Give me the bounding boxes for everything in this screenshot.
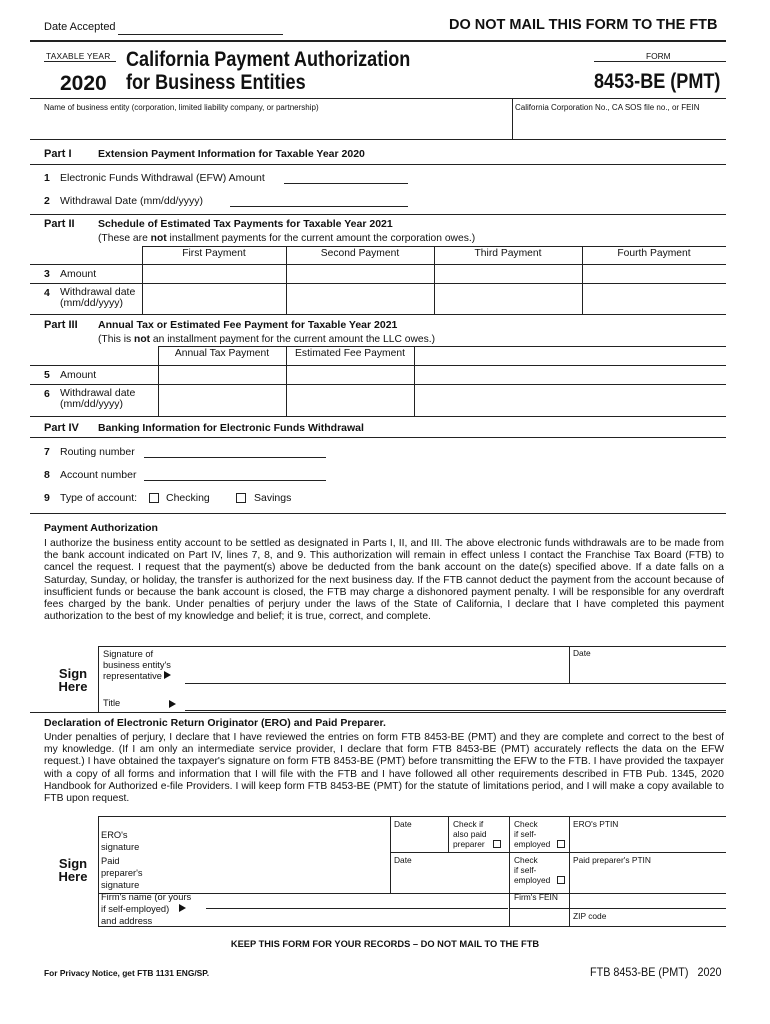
line5-fee-field[interactable] [287, 366, 414, 384]
part2-title: Schedule of Estimated Tax Payments for Taxable Year 2021 [98, 218, 393, 230]
arrow-right-icon [179, 904, 186, 912]
date-accepted-field[interactable] [118, 34, 283, 35]
taxable-year-rule [44, 61, 116, 62]
firm-2: if self-employed) [101, 904, 170, 914]
also-paid-preparer [453, 819, 501, 849]
ero-signature-label-2: signature [101, 842, 140, 852]
line2-label: Withdrawal Date (mm/dd/yyyy) [60, 195, 203, 207]
part3-vline-2 [414, 346, 415, 416]
also-paid-preparer-checkbox[interactable] [493, 840, 501, 848]
footer-year: 2020 [697, 965, 722, 979]
line1-field[interactable] [284, 183, 408, 184]
ero-vline-check [448, 816, 449, 852]
part2-top-rule [30, 214, 726, 215]
part2-note-post: installment payments for the current amount the corporation owes.) [166, 233, 476, 244]
line2-number: 2 [44, 195, 50, 207]
do-not-mail-notice: DO NOT MAIL THIS FORM TO THE FTB [449, 17, 718, 33]
line2-field[interactable] [230, 206, 408, 207]
ero-vline-self [509, 816, 510, 926]
savings-label: Savings [254, 492, 292, 504]
sign-here-1-b: Here [58, 679, 88, 694]
sign-here-1-a: Sign [58, 666, 88, 681]
form-title [126, 48, 410, 94]
ero-date-label: Date [394, 819, 412, 829]
sign-here-1 [48, 667, 98, 693]
checking-checkbox[interactable] [149, 493, 159, 503]
firm-1: Firm's name (or yours [101, 892, 192, 902]
account-number-field[interactable] [144, 480, 326, 481]
part1-label: Part I [44, 148, 72, 160]
line5-label: Amount [60, 369, 97, 381]
ero-signature-label-1: ERO's [101, 830, 128, 840]
ero-self-employed-checkbox[interactable] [557, 840, 565, 848]
firm-fein-label: Firm's FEIN [514, 892, 558, 902]
sig-rep-label-1: Signature of [103, 649, 154, 659]
firm-name-field[interactable] [206, 908, 508, 909]
sign-here-2-a: Sign [58, 856, 88, 871]
part3-title: Annual Tax or Estimated Fee Payment for Taxable Year 2021 [98, 319, 398, 331]
also-paid-1: Check if [453, 819, 484, 829]
title-field[interactable] [185, 710, 726, 711]
entity-name-field[interactable] [44, 112, 510, 138]
entity-divider [512, 99, 513, 139]
auth-date-field[interactable] [571, 660, 725, 683]
entity-id-label: California Corporation No., CA SOS file no., or FEIN [515, 103, 700, 112]
line4-label [60, 287, 135, 309]
authorization-title: Payment Authorization [44, 522, 158, 534]
line3-fourth-field[interactable] [583, 265, 726, 283]
ero-vline-date [390, 816, 391, 893]
declaration-title: Declaration of Electronic Return Originator (ERO) and Paid Preparer. [44, 717, 386, 729]
privacy-notice: For Privacy Notice, get FTB 1131 ENG/SP. [44, 968, 210, 978]
preparer-signature-label [101, 855, 143, 891]
part3-note-bold: not [134, 334, 151, 345]
also-paid-3: preparer [453, 839, 485, 849]
line5-number: 5 [44, 369, 50, 381]
form-label-rule [594, 61, 726, 62]
line7-label: Routing number [60, 446, 135, 458]
prep-sig-3: signature [101, 880, 140, 890]
entity-name-label: Name of business entity (corporation, limited liability company, or partnership) [44, 103, 319, 112]
arrow-right-icon [169, 700, 176, 708]
line4-first-field[interactable] [143, 284, 286, 314]
col-fourth-payment: Fourth Payment [617, 248, 691, 259]
ero-self-emp-2: if self- [514, 829, 537, 839]
line1-number: 1 [44, 172, 50, 184]
representative-signature-field[interactable] [185, 683, 569, 684]
part2-note-bold: not [150, 233, 167, 244]
prep-sig-2: preparer's [101, 868, 143, 878]
ero-row-rule [390, 852, 726, 853]
sign-here-2-b: Here [58, 869, 88, 884]
footer-form-id [590, 965, 721, 979]
part2-row-rule-3 [30, 314, 726, 315]
arrow-right-icon [164, 671, 171, 679]
keep-records-notice: KEEP THIS FORM FOR YOUR RECORDS – DO NOT MAIL TO THE FTB [230, 939, 540, 949]
part3-header-top [158, 346, 726, 347]
ero-signature-field[interactable] [150, 820, 388, 850]
part2-note-pre: (These are [98, 233, 151, 244]
line6-label [60, 388, 135, 410]
firm-fein-rule [509, 908, 726, 909]
ero-self-emp-3: employed [514, 839, 551, 849]
line6-annual-field[interactable] [159, 385, 286, 416]
sig-rep-label-2: business entity's [103, 660, 171, 670]
checking-label: Checking [166, 492, 210, 504]
ero-self-employed [514, 819, 565, 849]
line6-label-a: Withdrawal date [60, 387, 136, 399]
line3-label: Amount [60, 268, 97, 280]
part4-rule [30, 437, 726, 438]
form-title-line1: California Payment Authorization [126, 48, 411, 71]
line4-label-b: (mm/dd/yyyy) [60, 297, 123, 309]
line1-label: Electronic Funds Withdrawal (EFW) Amount [60, 172, 265, 184]
part3-label: Part III [44, 319, 78, 331]
savings-checkbox[interactable] [236, 493, 246, 503]
part1-rule [30, 164, 726, 165]
title-rule [30, 98, 726, 99]
ero-vline-ptin [569, 816, 570, 926]
sign-here-2 [48, 857, 98, 883]
part2-note [98, 233, 475, 244]
line6-number: 6 [44, 388, 50, 400]
prep-self-emp-1: Check [514, 855, 538, 865]
title-label: Title [103, 698, 121, 708]
ero-table-bottom [98, 926, 726, 927]
part1-title: Extension Payment Information for Taxable Year 2020 [98, 148, 365, 160]
ero-self-emp-1: Check [514, 819, 538, 829]
declaration-text: Under penalties of perjury, I declare that I have reviewed the entries on form FTB 8453-BE (PMT) and they are complete and correct to the best of my knowledge. (If I am only an intermediate service provider, I declare that form FTB 8453-BE (PMT) accurately reflects the data on the EFW request.) I have obtained the taxpayer's signature on form FTB 8453-BE (PMT) before transmitting the EFW to the FTB. I have provided the taxpayer with a copy of all forms and information that I will file with the FTB and I have followed all other requirements described in FTB Pub. 1345, 2020 Handbook for Authorized e-file Providers. I will keep form FTB 8453-BE (PMT) for the statute of limitations period, and I will make a copy available to FTB upon request. [44, 732, 724, 805]
form-label: FORM [646, 51, 671, 61]
auth-date-vline [569, 646, 570, 684]
line3-third-field[interactable] [435, 265, 582, 283]
form-title-line2: for Business Entities [126, 71, 306, 94]
prep-self-emp-2: if self- [514, 865, 537, 875]
line5-annual-field[interactable] [159, 366, 286, 384]
line6-fee-field[interactable] [287, 385, 414, 416]
part2-label: Part II [44, 218, 75, 230]
line4-label-a: Withdrawal date [60, 286, 136, 298]
date-accepted-label: Date Accepted [44, 21, 116, 33]
auth-top-rule [30, 513, 726, 514]
part4-label: Part IV [44, 422, 79, 434]
tax-year: 2020 [60, 72, 107, 95]
preparer-ptin-label: Paid preparer's PTIN [573, 855, 651, 865]
auth-date-label: Date [573, 648, 591, 658]
col-first-payment: First Payment [182, 248, 246, 259]
ero-table-left [98, 816, 99, 926]
part3-row-rule-3 [30, 416, 726, 417]
line4-second-field[interactable] [287, 284, 434, 314]
line7-number: 7 [44, 446, 50, 458]
line9-number: 9 [44, 492, 50, 504]
header-rule [30, 40, 726, 42]
preparer-signature-field[interactable] [150, 855, 388, 891]
line9-label: Type of account: [60, 492, 138, 504]
prep-sig-1: Paid [101, 856, 120, 866]
sig-rep-label [103, 649, 171, 682]
footer-form-number: FTB 8453-BE (PMT) [590, 965, 689, 979]
line6-label-b: (mm/dd/yyyy) [60, 398, 123, 410]
auth-sign-vline [98, 646, 99, 712]
firm-3: and address [101, 916, 153, 926]
preparer-date-label: Date [394, 855, 412, 865]
firm-name-label [101, 891, 191, 927]
line8-number: 8 [44, 469, 50, 481]
prep-self-emp-3: employed [514, 875, 551, 885]
entity-id-field[interactable] [515, 112, 725, 138]
col-annual-tax: Annual Tax Payment [174, 348, 270, 359]
taxable-year-label: TAXABLE YEAR [46, 51, 111, 61]
entity-rule [30, 139, 726, 140]
preparer-self-employed [514, 855, 565, 885]
part3-note-post: an installment payment for the current amount the LLC owes.) [150, 334, 436, 345]
ero-signature-label [101, 829, 139, 853]
ero-ptin-label: ERO's PTIN [573, 819, 619, 829]
auth-sign-top [98, 646, 726, 647]
line4-third-field[interactable] [435, 284, 582, 314]
line3-second-field[interactable] [287, 265, 434, 283]
part3-note [98, 334, 435, 345]
line8-label: Account number [60, 469, 137, 481]
line3-first-field[interactable] [143, 265, 286, 283]
line4-number: 4 [44, 287, 50, 299]
line3-number: 3 [44, 268, 50, 280]
auth-date-underline [569, 683, 726, 684]
col-estimated-fee: Estimated Fee Payment [295, 348, 405, 359]
declaration-top-rule [30, 712, 726, 713]
also-paid-2: also paid [453, 829, 487, 839]
preparer-row-rule [98, 893, 726, 894]
preparer-self-employed-checkbox[interactable] [557, 876, 565, 884]
zip-code-label: ZIP code [573, 911, 607, 921]
part4-title: Banking Information for Electronic Funds Withdrawal [98, 422, 364, 434]
form-number: 8453-BE (PMT) [594, 70, 721, 93]
col-second-payment: Second Payment [320, 248, 400, 259]
ero-table-top [98, 816, 726, 817]
line4-fourth-field[interactable] [583, 284, 726, 314]
part3-note-pre: (This is [98, 334, 135, 345]
col-third-payment: Third Payment [474, 248, 542, 259]
routing-number-field[interactable] [144, 457, 326, 458]
sig-rep-label-3: representative [103, 671, 162, 681]
authorization-text: I authorize the business entity account to be settled as designated in Parts I, II, and III. The above electronic funds withdrawals are to be made from the bank account indicated on Part IV, lines 7, 8, and 9. This authorization will remain in effect unless I contact the Franchise Tax Board (FTB) to cancel the request. I request that the payment(s) above be deducted from the bank account on the date(s) specified above. If a date falls on a Saturday, Sunday, or holiday, the transfer is authorized for the next business day. If the FTB cannot deduct the payment from the account because of insufficient funds or because the bank account is closed, the FTB may charge a dishonored payment penalty. I will be responsible for any overdraft fees charged by the bank. Under penalties of perjury under the laws of the State of California, I declare that I have completed this payment authorization to the best of my knowledge and belief; it is true, correct, and complete. [44, 538, 724, 623]
